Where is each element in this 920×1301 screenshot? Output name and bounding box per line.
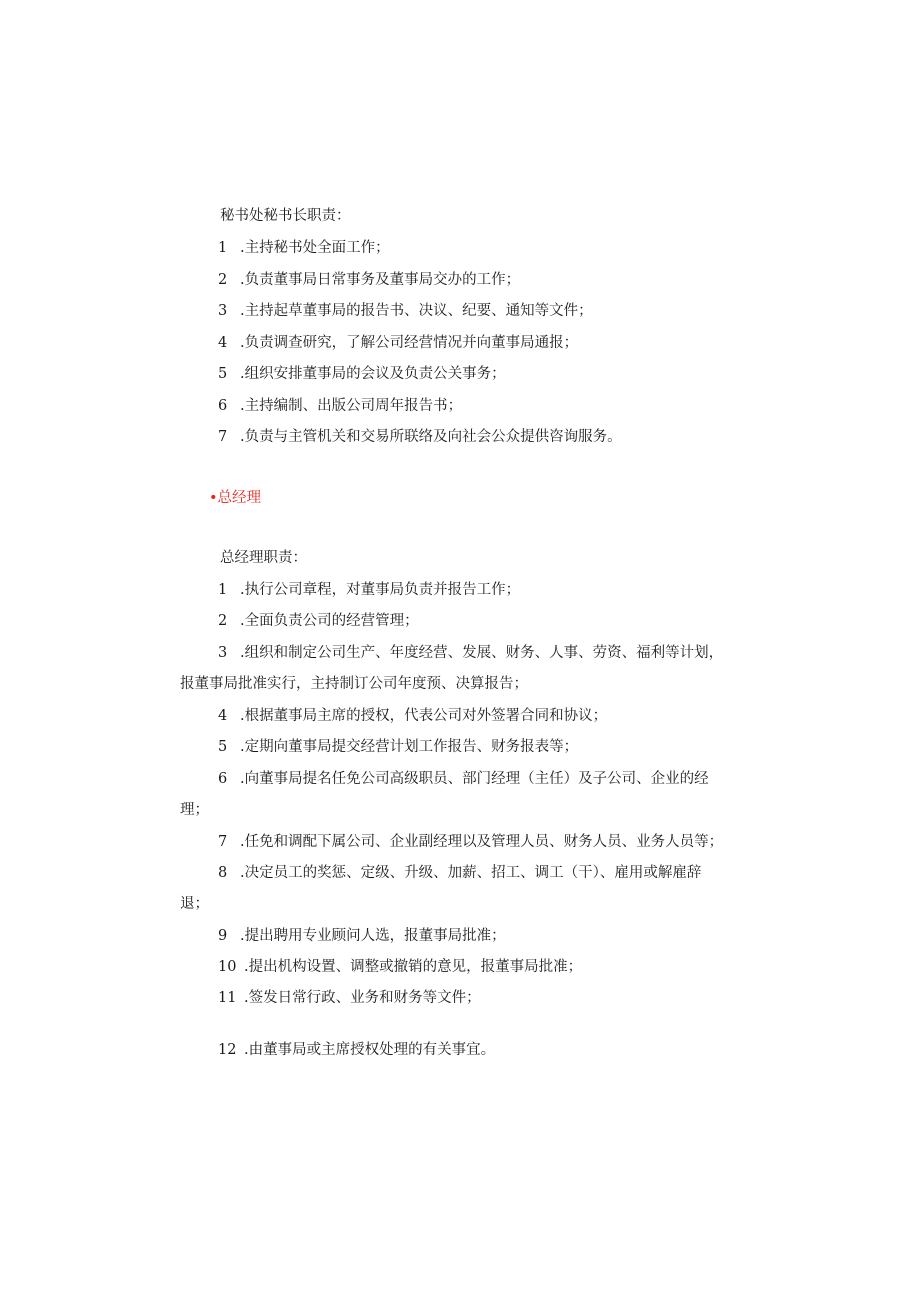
item-number: 9: [218, 928, 228, 944]
list-item-continuation: 理；: [180, 802, 209, 818]
item-text: .主持起草董事局的报告书、决议、纪要、通知等文件；: [240, 303, 593, 319]
item-text: .主持秘书处全面工作；: [240, 240, 390, 256]
list-item: [218, 643, 723, 663]
list-item: [218, 301, 593, 321]
item-number: 11: [218, 990, 237, 1006]
list-item: [218, 238, 390, 258]
list-item: [218, 611, 419, 631]
item-text: .决定员工的奖惩、定级、升级、加薪、招工、调工（干）、雇用或解雇辞: [240, 865, 702, 881]
list-item-continuation: 退；: [180, 896, 209, 912]
item-number: 5: [218, 739, 228, 755]
list-item: [218, 957, 582, 977]
item-text: .组织和制定公司生产、年度经营、发展、财务、人事、劳资、福利等计划，: [240, 645, 724, 661]
list-item: [218, 270, 520, 290]
item-text: .全面负责公司的经营管理；: [240, 613, 419, 629]
list-item: [218, 737, 578, 757]
item-number: 4: [218, 708, 228, 724]
item-text: .任免和调配下属公司、企业副经理以及管理人员、财务人员、业务人员等；: [240, 834, 724, 850]
list-item: [218, 832, 723, 852]
item-text: .定期向董事局提交经营计划工作报告、财务报表等；: [240, 739, 579, 755]
list-item: [218, 364, 506, 384]
item-text: .根据董事局主席的授权，代表公司对外签署合同和协议；: [240, 708, 608, 724]
item-number: 7: [218, 429, 228, 445]
item-number: 6: [218, 398, 228, 414]
item-number: 1: [218, 240, 228, 256]
item-number: 4: [218, 335, 228, 351]
item-text: .提出聘用专业顾问人选，报董事局批准；: [240, 928, 506, 944]
list-item: [218, 988, 481, 1008]
item-text: .提出机构设置、调整或撤销的意见，报董事局批准；: [244, 959, 583, 975]
item-number: 2: [218, 613, 228, 629]
item-text: .组织安排董事局的会议及负责公关事务；: [240, 366, 506, 382]
item-number: 10: [218, 959, 237, 975]
list-item: [218, 706, 607, 726]
item-number: 8: [218, 865, 228, 881]
item-text: .主持编制、出版公司周年报告书；: [240, 398, 463, 414]
item-text: .向董事局提名任免公司高级职员、部门经理（主任）及子公司、企业的经: [240, 771, 709, 787]
item-text: .负责董事局日常事务及董事局交办的工作；: [240, 272, 521, 288]
list-item: [218, 333, 578, 353]
item-number: 6: [218, 771, 228, 787]
item-text: .负责调查研究，了解公司经营情况并向董事局通报；: [240, 335, 579, 351]
list-item: [218, 427, 622, 447]
section-title-gm: •总经理: [209, 490, 262, 506]
list-item: [218, 1040, 495, 1060]
list-item: [218, 396, 462, 416]
list-item-continuation: 报董事局批准实行，主持制订公司年度预、决算报告；: [180, 676, 528, 692]
section1-heading: 秘书处秘书长职责：: [220, 208, 351, 224]
item-number: 5: [218, 366, 228, 382]
item-number: 3: [218, 303, 228, 319]
list-item: [218, 926, 506, 946]
item-number: 2: [218, 272, 228, 288]
item-text: .由董事局或主席授权处理的有关事宜。: [244, 1042, 496, 1058]
item-text: .负责与主管机关和交易所联络及向社会公众提供咨询服务。: [240, 429, 622, 445]
list-item: [218, 769, 709, 789]
item-number: 1: [218, 582, 228, 598]
item-number: 12: [218, 1042, 237, 1058]
list-item: [218, 580, 520, 600]
item-text: .执行公司章程，对董事局负责并报告工作；: [240, 582, 521, 598]
list-item: [218, 863, 701, 883]
item-number: 3: [218, 645, 228, 661]
item-text: .签发日常行政、业务和财务等文件；: [244, 990, 481, 1006]
item-number: 7: [218, 834, 228, 850]
section2-heading: 总经理职责：: [220, 550, 307, 566]
